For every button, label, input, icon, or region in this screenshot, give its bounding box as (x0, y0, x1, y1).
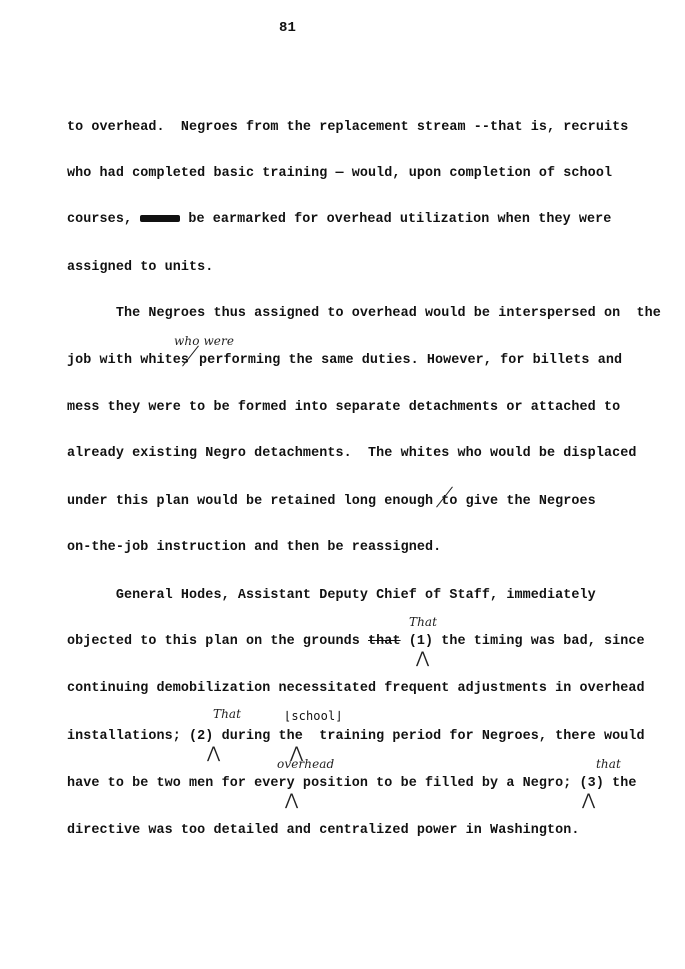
text-line-1: to overhead. Negroes from the replacement stream --that is, recruits (67, 120, 629, 135)
text-line-13: continuing demobilization necessitated frequent adjustments in overhead (67, 681, 645, 696)
text-line-2: who had completed basic training — would, upon completion of school (67, 166, 613, 181)
text-line-4: assigned to units. (67, 260, 214, 275)
text-line-8: already existing Negro detachments. The whites who would be displaced (67, 446, 637, 461)
page-number: 81 (279, 20, 297, 36)
handwritten-that-2: That (213, 707, 242, 721)
text-line-6 (67, 353, 622, 369)
text-line-11: General Hodes, Assistant Deputy Chief of Staff, immediately (67, 588, 596, 603)
handwritten-that-1: That (409, 615, 438, 629)
text-line-3b: be earmarked for overhead utilization when they were (180, 212, 612, 227)
handwritten-that-3: that (596, 757, 621, 771)
insertion-caret: ⋀ (582, 790, 596, 809)
text-line-6b: performing the same duties. However, for billets and (199, 353, 623, 368)
text-line-10: on-the-job instruction and then be reassigned. (67, 540, 442, 555)
text-line-3 (67, 212, 611, 228)
insertion-caret: ⋀ (290, 743, 304, 762)
text-line-3a: courses, (67, 212, 133, 227)
handwritten-overhead: overhead (277, 757, 335, 771)
text-line-12b: (1) the timing was bad, since (400, 634, 645, 649)
text-line-5: The Negroes thus assigned to overhead would be interspersed on the (67, 306, 661, 321)
text-line-14: installations; (2) during the training period for Negroes, there would (67, 729, 645, 744)
insertion-caret: ⋀ (207, 743, 221, 762)
text-line-12a: objected to this plan on the grounds (67, 634, 369, 649)
text-line-6a: job with whites (67, 353, 190, 368)
text-line-9: under this plan would be retained long enough to give the Negroes (67, 494, 596, 509)
text-line-16: directive was too detailed and centralized power in Washington. (67, 823, 580, 838)
handwritten-school: ⌊school⌋ (284, 709, 343, 723)
school-word: school (291, 709, 336, 723)
insertion-caret: ⋀ (285, 790, 299, 809)
text-line-15: have to be two men for every position to be filled by a Negro; (3) the (67, 776, 637, 791)
struck-word-that: that (368, 634, 401, 649)
scribbled-out-word (140, 215, 180, 222)
text-line-12 (67, 634, 645, 650)
handwritten-who-were: who were (174, 334, 235, 348)
insertion-caret: ⋀ (416, 648, 430, 667)
text-line-7: mess they were to be formed into separate detachments or attached to (67, 400, 621, 415)
